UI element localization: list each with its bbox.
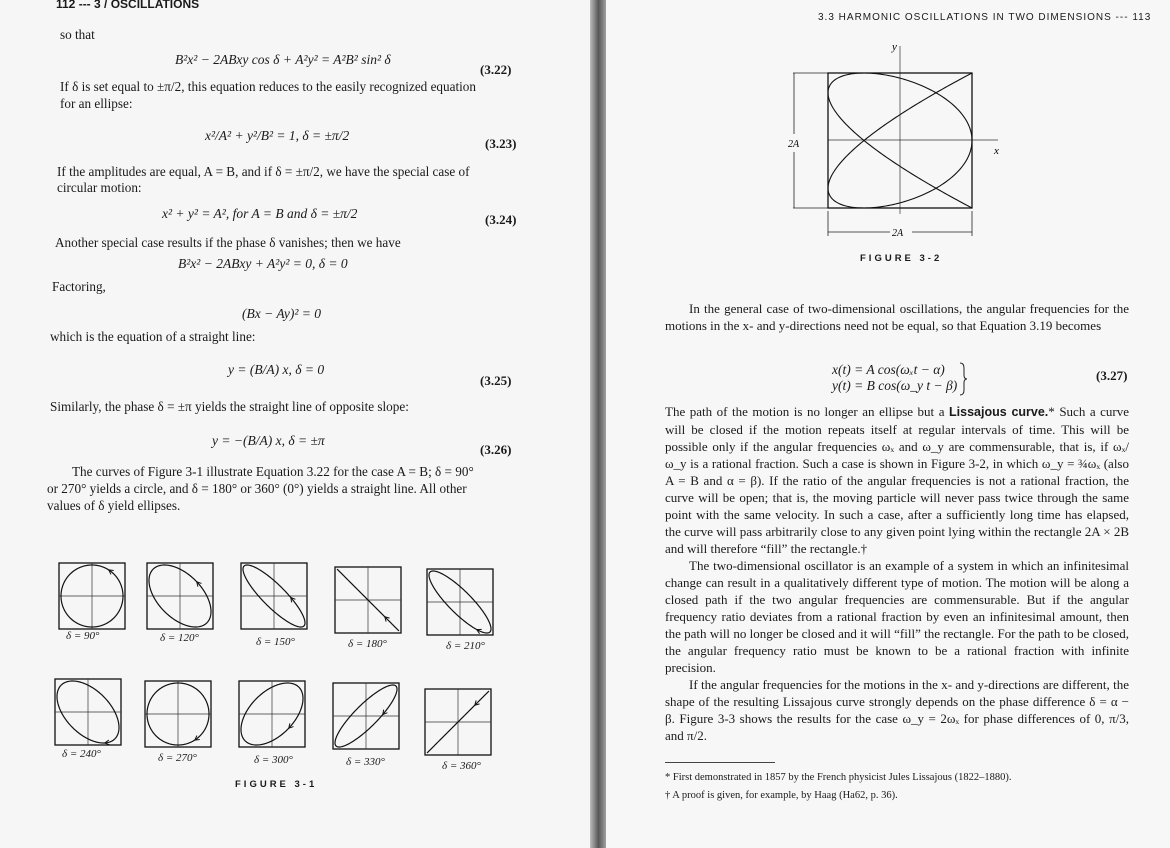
equation-3-27-x: x(t) = A cos(ωₓt − α)	[832, 362, 945, 377]
lissajous-panel-120	[146, 562, 214, 630]
equation-factored: (Bx − Ay)² = 0	[242, 306, 321, 321]
footnote-1: * First demonstrated in 1857 by the French physicist Jules Lissajous (1822–1880).	[665, 772, 1012, 783]
panel-caption: δ = 360°	[442, 760, 481, 772]
para-line: values of δ yield ellipses.	[47, 498, 181, 513]
text-so-that: so that	[60, 27, 95, 42]
equation-3-23: x²/A² + y²/B² = 1, δ = ±π/2	[205, 128, 350, 143]
x-axis-label: x	[994, 145, 999, 157]
right-running-header: 3.3 HARMONIC OSCILLATIONS IN TWO DIMENSIONS --- 113	[818, 12, 1152, 23]
panel-caption: δ = 270°	[158, 752, 197, 764]
panel-caption: δ = 90°	[66, 630, 100, 642]
paragraph-lissajous	[665, 403, 1129, 744]
figure-3-1-label: FIGURE 3-1	[235, 779, 318, 790]
left-running-header: 112 --- 3 / OSCILLATIONS	[56, 0, 200, 11]
equation-3-22: B²x² − 2ABxy cos δ + A²y² = A²B² sin² δ	[175, 52, 391, 67]
lissajous-panel-270	[144, 680, 212, 748]
equation-number-3-24: (3.24)	[485, 212, 517, 227]
panel-caption: δ = 240°	[62, 748, 101, 760]
para-line: which is the equation of a straight line:	[50, 329, 256, 344]
para-line: Similarly, the phase δ = ±π yields the straight line of opposite slope:	[50, 399, 409, 414]
panel-caption: δ = 150°	[256, 636, 295, 648]
equation-number-3-25: (3.25)	[480, 373, 512, 388]
lissajous-panel-150	[240, 562, 308, 630]
equation-number-3-26: (3.26)	[480, 442, 512, 457]
para-line: circular motion:	[57, 180, 142, 195]
paragraph-lissajous-text: * Such a curve will be closed if the motion repeats itself at regular intervals of time. This will be possible only if the angular frequencies ωₓ and ω_y are commensurable, that is, if ωₓ/ω_y is a rational fraction. Such a case is shown in Figure 3-2, in which ω_y = ¾ωₓ (also A = B and α = β). If the ratio of the angular frequencies is not a rational fraction, the curve will be open; that is, the moving particle will never pass twice through the same point with the same velocity. In such a case, after a sufficiently long time has elapsed, the curve will pass arbitrarily close to any given point lying within the rectangle 2A × 2B and will therefore “fill” the rectangle.†	[665, 404, 1130, 556]
equation-number-3-22: (3.22)	[480, 62, 512, 77]
equation-3-25: y = (B/A) x, δ = 0	[228, 362, 325, 377]
width-dimension-label: 2A	[892, 228, 904, 239]
paragraph-general	[665, 300, 1129, 334]
equation-quadratic-zero: B²x² − 2ABxy + A²y² = 0, δ = 0	[178, 256, 348, 271]
equation-3-26: y = −(B/A) x, δ = ±π	[212, 433, 325, 448]
footnote-2: † A proof is given, for example, by Haag (Ha62, p. 36).	[665, 790, 898, 801]
right-page	[606, 0, 1170, 848]
paragraph-lissajous-text: The path of the motion is no longer an ellipse but a	[665, 404, 945, 419]
lissajous-panel-180	[334, 566, 402, 634]
lissajous-panel-330	[332, 682, 400, 750]
panel-caption: δ = 210°	[446, 640, 485, 652]
paragraph-general-text: In the general case of two-dimensional oscillations, the angular frequencies for the motions in the x- and y-directions need not be equal, so that Equation 3.19 becomes	[665, 301, 1129, 333]
y-axis-label: y	[892, 41, 897, 53]
equation-brace	[958, 362, 968, 396]
para-line: The curves of Figure 3-1 illustrate Equation 3.22 for the case A = B; δ = 90°	[72, 464, 474, 479]
panel-caption: δ = 180°	[348, 638, 387, 650]
equation-number-3-27: (3.27)	[1096, 368, 1128, 383]
panel-caption: δ = 330°	[346, 756, 385, 768]
lissajous-panel-90	[58, 562, 126, 630]
figure-3-2-label: FIGURE 3-2	[860, 253, 943, 264]
lissajous-term: Lissajous curve.	[949, 405, 1049, 419]
para-line: If δ is set equal to ±π/2, this equation reduces to the easily recognized equation	[60, 79, 476, 94]
equation-3-24: x² + y² = A², for A = B and δ = ±π/2	[162, 206, 358, 221]
text-factoring: Factoring,	[52, 279, 106, 294]
para-line: If the amplitudes are equal, A = B, and if δ = ±π/2, we have the special case of	[57, 164, 470, 179]
figure-3-2-lissajous	[776, 36, 1006, 246]
paragraph-phase-difference: If the angular frequencies for the motions in the x- and y-directions are different, the shape of the resulting Lissajous curve strongly depends on the phase difference δ = α − β. Figure 3-3 shows the results for the case ω_y = 2ωₓ for phase differences of 0, π/3, and π/2.	[665, 677, 1129, 743]
para-line: for an ellipse:	[60, 96, 133, 111]
lissajous-panel-300	[238, 680, 306, 748]
height-dimension-label: 2A	[788, 139, 800, 150]
para-line: or 270° yields a circle, and δ = 180° or 360° (0°) yields a straight line. All other	[47, 481, 467, 496]
equation-3-27-y: y(t) = B cos(ω_y t − β)	[832, 378, 958, 393]
footnote-rule	[665, 762, 775, 763]
paragraph-two-dimensional: The two-dimensional oscillator is an example of a system in which an infinitesimal change can result in a qualitatively different type of motion. The motion will be along a closed path if the two angular frequencies are commensurable. But if the angular frequency ratio deviates from a rational fraction by even an infinitesimal amount, then the path will no longer be closed and it will “fill” the rectangle. For the path to be closed, the angular frequency ratio must be known to be a rational fraction with infinite precision.	[665, 558, 1129, 675]
para-line: Another special case results if the phase δ vanishes; then we have	[55, 235, 401, 250]
lissajous-panel-240	[54, 678, 122, 746]
equation-number-3-23: (3.23)	[485, 136, 517, 151]
lissajous-panel-360	[424, 688, 492, 756]
lissajous-panel-210	[426, 568, 494, 636]
panel-caption: δ = 120°	[160, 632, 199, 644]
panel-caption: δ = 300°	[254, 754, 293, 766]
